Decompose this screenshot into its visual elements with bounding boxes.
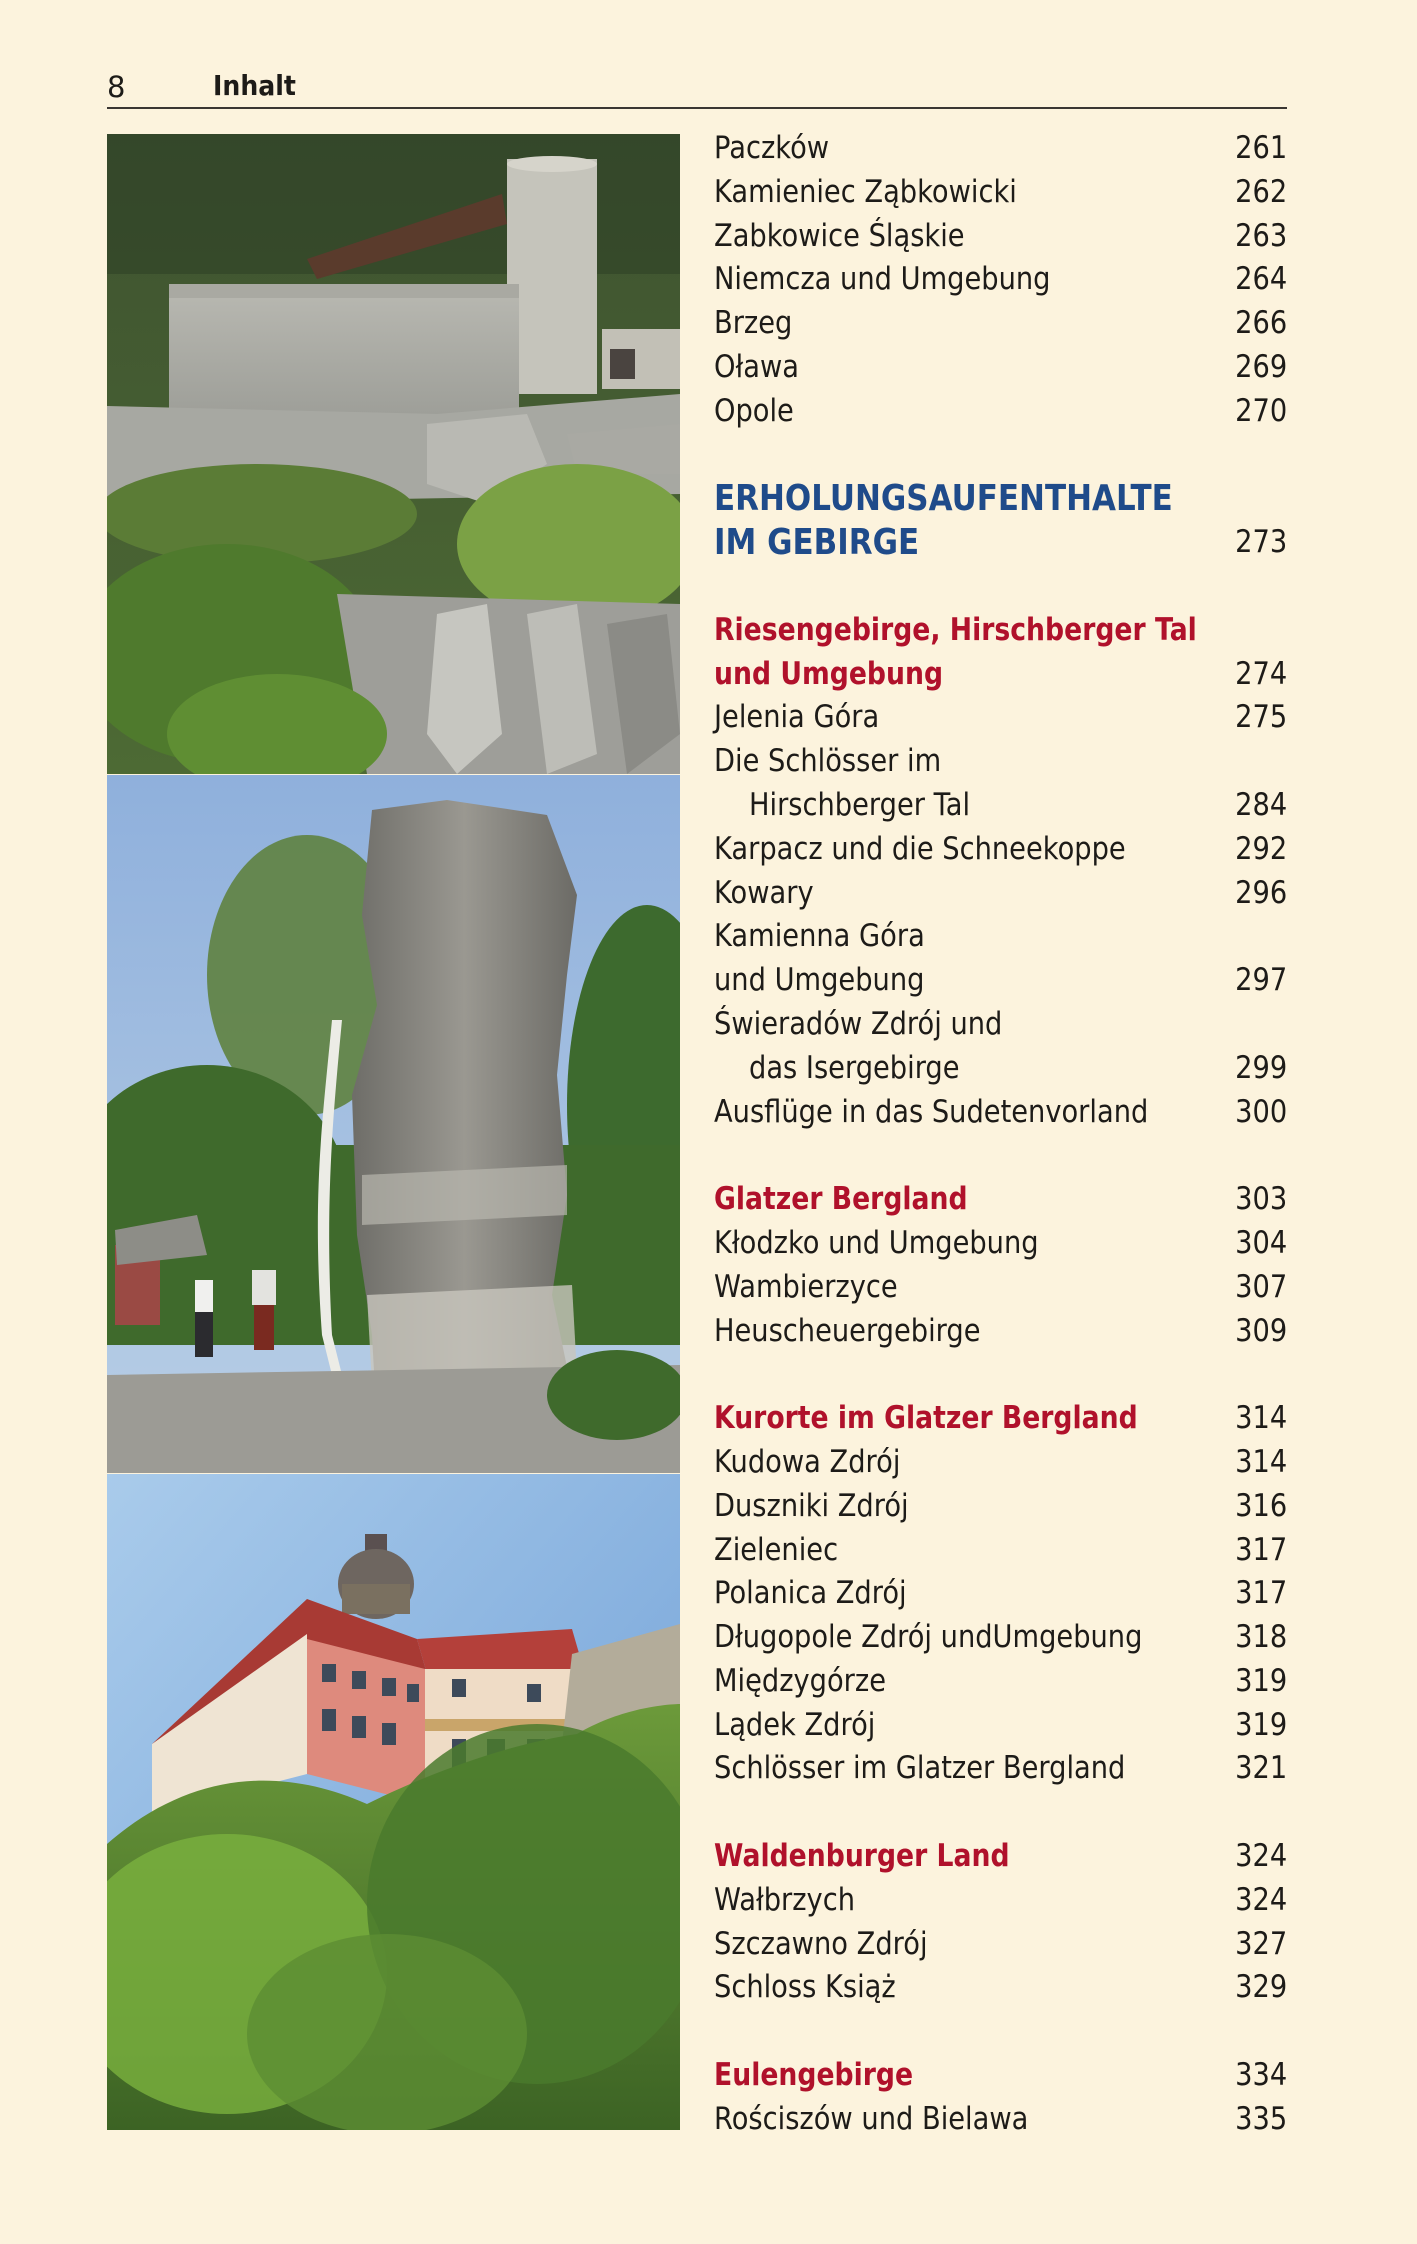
toc-page-number: 270 <box>1234 392 1287 429</box>
toc-page-number: 284 <box>1234 786 1287 823</box>
toc-entry-title: Kudowa Zdrój <box>714 1443 901 1480</box>
toc-entry[interactable] <box>714 302 1287 346</box>
toc-entry[interactable] <box>714 1529 1287 1573</box>
toc-entry[interactable] <box>714 1091 1287 1135</box>
toc-entry-title: Wałbrzych <box>714 1881 855 1918</box>
toc-entry-title: IM GEBIRGE <box>714 522 920 564</box>
toc-entry-title: und Umgebung <box>714 655 944 692</box>
toc-entry[interactable] <box>714 1704 1287 1748</box>
toc-entry[interactable] <box>714 1616 1287 1660</box>
toc-page-number: 329 <box>1234 1969 1287 2006</box>
toc-page-number: 314 <box>1234 1443 1287 1480</box>
toc-entry[interactable] <box>714 171 1287 215</box>
toc-entry-title: Kowary <box>714 874 814 911</box>
toc-entry-title: Riesengebirge, Hirschberger Tal <box>714 611 1197 648</box>
toc-entry[interactable] <box>714 1003 1287 1047</box>
toc-entry[interactable] <box>714 915 1287 959</box>
toc-entry-title: Schloss Książ <box>714 1969 896 2006</box>
toc-spacer <box>714 434 1287 478</box>
toc-entry[interactable] <box>714 872 1287 916</box>
toc-page-number: 319 <box>1234 1662 1287 1699</box>
toc-entry[interactable] <box>714 740 1287 784</box>
toc-page-number: 262 <box>1234 173 1287 210</box>
toc-entry-title: Polanica Zdrój <box>714 1575 907 1612</box>
toc-entry-title: und Umgebung <box>714 962 925 999</box>
toc-entry-title: Kurorte im Glatzer Bergland <box>714 1400 1138 1437</box>
toc-entry[interactable] <box>714 346 1287 390</box>
toc-page-number: 324 <box>1234 1838 1287 1875</box>
toc-page-number: 275 <box>1234 699 1287 736</box>
toc-section-heading[interactable] <box>714 1397 1287 1441</box>
toc-page-number: 319 <box>1234 1706 1287 1743</box>
table-of-contents <box>714 127 1287 2142</box>
toc-page-number: 274 <box>1234 655 1287 692</box>
toc-entry-title: Eulengebirge <box>714 2057 914 2094</box>
page-number: 8 <box>107 70 126 104</box>
toc-entry-title: Glatzer Bergland <box>714 1181 968 1218</box>
toc-section-heading[interactable] <box>714 1835 1287 1879</box>
toc-page-number: 317 <box>1234 1531 1287 1568</box>
toc-section-heading[interactable] <box>714 609 1287 653</box>
toc-entry[interactable] <box>714 127 1287 171</box>
toc-entry[interactable] <box>714 215 1287 259</box>
toc-entry-title: Duszniki Zdrój <box>714 1487 909 1524</box>
toc-entry[interactable] <box>714 1879 1287 1923</box>
toc-page-number: 297 <box>1234 962 1287 999</box>
toc-spacer <box>714 2010 1287 2054</box>
toc-page-number: 300 <box>1234 1093 1287 1130</box>
baroque-castle-photo <box>107 1474 680 2130</box>
toc-entry-title: Międzygórze <box>714 1662 887 1699</box>
toc-section-heading[interactable] <box>714 653 1287 697</box>
toc-page-number: 314 <box>1234 1400 1287 1437</box>
toc-spacer <box>714 565 1287 609</box>
toc-page-number: 318 <box>1234 1619 1287 1656</box>
toc-entry-title: Opole <box>714 392 794 429</box>
toc-entry-title: Kłodzko und Umgebung <box>714 1224 1039 1261</box>
toc-page-number: 316 <box>1234 1487 1287 1524</box>
rock-formation-photo <box>107 775 680 1473</box>
toc-entry-title: das Isergebirge <box>749 1049 960 1086</box>
toc-entry[interactable] <box>714 1441 1287 1485</box>
toc-entry[interactable] <box>714 959 1287 1003</box>
toc-entry[interactable] <box>714 1485 1287 1529</box>
toc-entry-title: Niemcza und Umgebung <box>714 261 1051 298</box>
toc-entry-title: Karpacz und die Schneekoppe <box>714 830 1126 867</box>
toc-section-heading[interactable] <box>714 1178 1287 1222</box>
toc-page-number: 321 <box>1234 1750 1287 1787</box>
toc-entry-title: Hirschberger Tal <box>749 786 971 823</box>
running-head <box>107 66 1287 106</box>
toc-page-number: 309 <box>1234 1312 1287 1349</box>
toc-entry-title: Die Schlösser im <box>714 743 942 780</box>
toc-entry[interactable] <box>714 258 1287 302</box>
toc-entry-title: Lądek Zdrój <box>714 1706 876 1743</box>
toc-entry-title: Zieleniec <box>714 1531 839 1568</box>
toc-page-number: 296 <box>1234 874 1287 911</box>
toc-entry[interactable] <box>714 1747 1287 1791</box>
section-title: Inhalt <box>213 69 296 102</box>
toc-entry-title: Paczków <box>714 130 830 166</box>
toc-page-number: 273 <box>1234 524 1287 561</box>
toc-entry[interactable] <box>714 1047 1287 1091</box>
toc-page-number: 264 <box>1234 261 1287 298</box>
toc-entry-title: Jelenia Góra <box>714 699 880 736</box>
toc-chapter-heading[interactable] <box>714 477 1287 521</box>
toc-entry-title: Heuscheuergebirge <box>714 1312 981 1349</box>
toc-entry[interactable] <box>714 2098 1287 2142</box>
castle-ruin-photo <box>107 134 680 774</box>
toc-page-number: 303 <box>1234 1181 1287 1218</box>
toc-entry-title: Oława <box>714 348 799 385</box>
toc-page-number: 292 <box>1234 830 1287 867</box>
toc-page-number: 263 <box>1234 217 1287 254</box>
header-rule <box>107 107 1287 109</box>
toc-entry[interactable] <box>714 1923 1287 1967</box>
toc-entry-title: Brzeg <box>714 305 793 342</box>
toc-entry-title: ERHOLUNGSAUFENTHALTE <box>714 478 1173 520</box>
toc-entry[interactable] <box>714 696 1287 740</box>
toc-entry[interactable] <box>714 1572 1287 1616</box>
toc-entry-title: Rościszów und Bielawa <box>714 2100 1029 2137</box>
toc-entry[interactable] <box>714 784 1287 828</box>
toc-page-number: 299 <box>1234 1049 1287 1086</box>
toc-entry-title: Szczawno Zdrój <box>714 1925 928 1962</box>
toc-page-number: 307 <box>1234 1268 1287 1305</box>
toc-page-number: 317 <box>1234 1575 1287 1612</box>
toc-page-number: 266 <box>1234 305 1287 342</box>
toc-spacer <box>714 1353 1287 1397</box>
toc-entry[interactable] <box>714 1266 1287 1310</box>
toc-entry-title: Ausflüge in das Sudetenvorland <box>714 1093 1149 1130</box>
toc-entry-title: Długopole Zdrój undUmgebung <box>714 1619 1143 1656</box>
toc-page-number: 269 <box>1234 348 1287 385</box>
toc-section-heading[interactable] <box>714 2054 1287 2098</box>
toc-entry-title: Kamieniec Ząbkowicki <box>714 173 1017 210</box>
toc-page-number: 334 <box>1234 2057 1287 2094</box>
toc-entry-title: Zabkowice Śląskie <box>714 217 965 254</box>
toc-entry-title: Kamienna Góra <box>714 918 925 955</box>
toc-entry[interactable] <box>714 390 1287 434</box>
toc-entry[interactable] <box>714 1222 1287 1266</box>
toc-spacer <box>714 1134 1287 1178</box>
toc-entry-title: Schlösser im Glatzer Bergland <box>714 1750 1126 1787</box>
toc-page-number: 304 <box>1234 1224 1287 1261</box>
toc-entry[interactable] <box>714 1660 1287 1704</box>
toc-entry-title: Wambierzyce <box>714 1268 898 1305</box>
toc-chapter-heading[interactable] <box>714 521 1287 565</box>
toc-entry[interactable] <box>714 1310 1287 1354</box>
toc-page-number: 261 <box>1234 130 1287 166</box>
toc-entry-title: Świeradów Zdrój und <box>714 1005 1003 1042</box>
toc-page-number: 335 <box>1234 2100 1287 2137</box>
toc-entry[interactable] <box>714 828 1287 872</box>
toc-page-number: 327 <box>1234 1925 1287 1962</box>
toc-entry-title: Waldenburger Land <box>714 1838 1010 1875</box>
toc-spacer <box>714 1791 1287 1835</box>
toc-page-number: 324 <box>1234 1881 1287 1918</box>
toc-entry[interactable] <box>714 1966 1287 2010</box>
